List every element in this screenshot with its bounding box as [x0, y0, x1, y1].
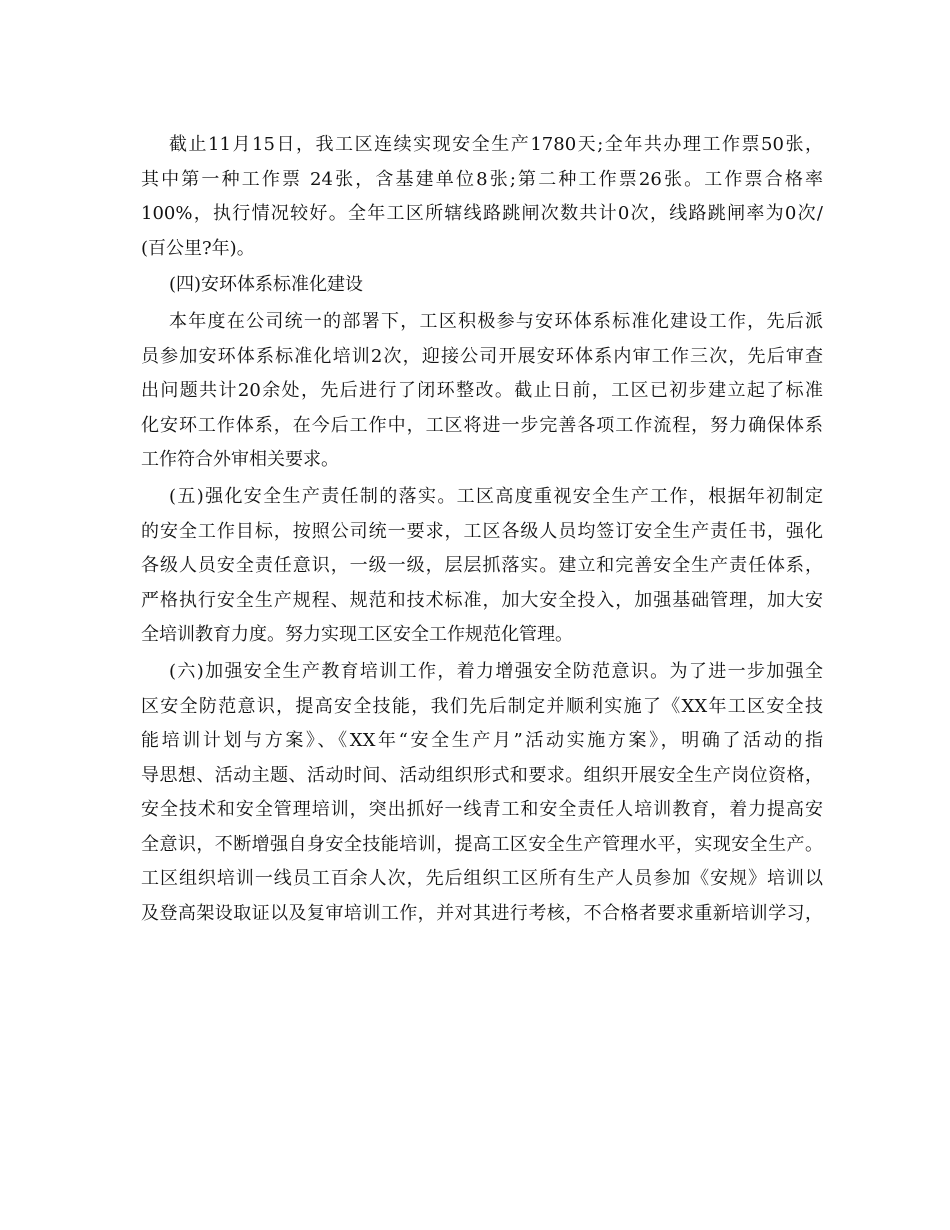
text-line: 各级人员安全责任意识，一级一级，层层抓落实。建立和完善安全生产责任体系， [141, 555, 823, 577]
text-line: 能培训计划与方案》、《XX年“安全生产月”活动实施方案》，明确了活动的指 [141, 730, 823, 752]
paragraph-responsibility [141, 480, 823, 653]
text-line: 截止11月15日，我工区连续实现安全生产1780天;全年共办理工作票50张， [169, 134, 823, 155]
text-line: (五)强化安全生产责任制的落实。工区高度重视安全生产工作，根据年初制定 [169, 485, 823, 507]
text-line: 本年度在公司统一的部署下，工区积极参与安环体系标准化建设工作，先后派 [169, 310, 823, 332]
section-heading-4 [141, 268, 823, 303]
text-line: 其中第一种工作票 24张，含基建单位8张;第二种工作票26张。工作票合格率 [141, 168, 823, 190]
document-body [141, 128, 823, 932]
text-line: 区安全防范意识，提高安全技能，我们先后制定并顺利实施了《XX年工区安全技 [141, 695, 823, 717]
text-line: 员参加安环体系标准化培训2次，迎接公司开展安环体系内审工作三次，先后审查 [141, 345, 823, 367]
text-line: 的安全工作目标，按照公司统一要求，工区各级人员均签订安全生产责任书，强化 [141, 520, 823, 542]
text-line: 全培训教育力度。努力实现工区安全工作规范化管理。 [141, 624, 573, 646]
text-line: 100%，执行情况较好。全年工区所辖线路跳闸次数共计0次，线路跳闸率为0次/ [141, 203, 823, 225]
text-line: 工区组织培训一线员工百余人次，先后组织工区所有生产人员参加《安规》培训以 [141, 868, 823, 890]
paragraph-safety-record [141, 128, 823, 266]
text-line: 化安环工作体系，在今后工作中，工区将进一步完善各项工作流程，努力确保体系 [141, 414, 823, 436]
text-line: 导思想、活动主题、活动时间、活动组织形式和要求。组织开展安全生产岗位资格， [141, 764, 823, 786]
text-line: 安全技术和安全管理培训，突出抓好一线青工和安全责任人培训教育，着力提高安 [141, 799, 823, 821]
text-line: (四)安环体系标准化建设 [169, 274, 364, 296]
text-line: (六)加强安全生产教育培训工作，着力增强安全防范意识。为了进一步加强全 [169, 660, 823, 682]
text-line: 工作符合外审相关要求。 [141, 449, 339, 471]
text-line: 及登高架设取证以及复审培训工作，并对其进行考核，不合格者要求重新培训学习， [141, 903, 823, 925]
paragraph-training [141, 655, 823, 932]
text-line: 严格执行安全生产规程、规范和技术标准，加大安全投入，加强基础管理，加大安 [141, 589, 823, 611]
text-line: 出问题共计20余处，先后进行了闭环整改。截止日前，工区已初步建立起了标准 [141, 380, 823, 402]
text-line: 全意识，不断增强自身安全技能培训，提高工区安全生产管理水平，实现安全生产。 [141, 833, 823, 855]
text-line: (百公里?年)。 [141, 237, 255, 259]
paragraph-standardization [141, 305, 823, 478]
